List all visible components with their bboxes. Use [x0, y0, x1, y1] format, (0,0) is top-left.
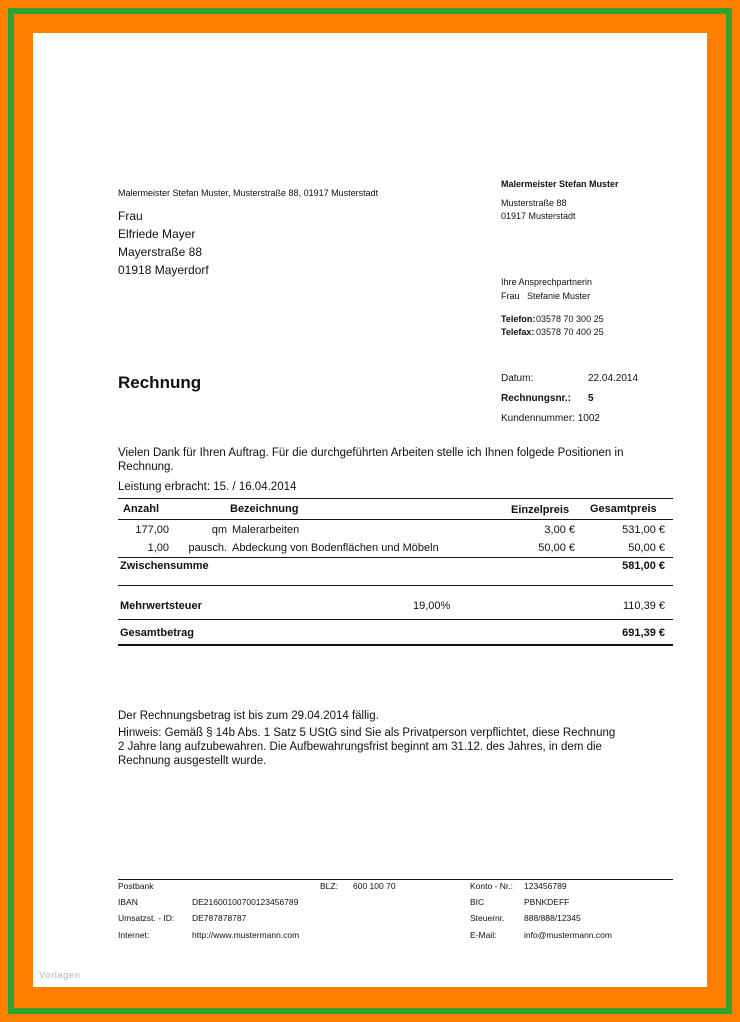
subtotal-value: 581,00 €: [622, 560, 665, 572]
row1-unit: qm: [211, 524, 227, 536]
customer-label: Kundennummer:: [501, 413, 575, 424]
footer-internet[interactable]: http://www.mustermann.com: [192, 930, 300, 940]
recipient-street: Mayerstraße 88: [118, 245, 203, 259]
company-name: Malermeister Stefan Muster: [501, 179, 619, 189]
hint-line: 2 Jahre lang aufzubewahren. Die Aufbewahrungsfrist beginnt am 31.12. des Jahres, in dem die: [118, 741, 602, 753]
company-address: [501, 178, 619, 223]
fax-value: 03578 70 400 25: [536, 327, 604, 337]
recipient-address: [118, 207, 209, 279]
vat-label: Mehrwertsteuer: [120, 600, 202, 612]
header-einzelpreis: Einzelpreis: [511, 504, 570, 516]
company-city: 01917 Musterstadt: [501, 211, 576, 221]
contact-name: Stefanie Muster: [527, 291, 591, 301]
recipient-name: Elfriede Mayer: [118, 227, 196, 241]
row1-unit-price: 3,00 €: [544, 524, 575, 536]
row2-unit: pausch.: [188, 542, 227, 554]
total-label: Gesamtbetrag: [120, 627, 194, 639]
row2-total: 50,00 €: [628, 542, 665, 554]
row2-unit-price: 50,00 €: [538, 542, 575, 554]
header-bezeichnung: Bezeichnung: [230, 503, 299, 515]
subtotal-bottom-rule: [118, 585, 673, 586]
footer-iban-label: IBAN: [118, 897, 138, 907]
vat-value: 110,39 €: [622, 600, 665, 612]
hint-line: Rechnung ausgestellt wurde.: [118, 755, 267, 767]
sender-return-line: Malermeister Stefan Muster, Musterstraße 88, 01917 Musterstadt: [118, 188, 379, 198]
footer-blz-label: BLZ:: [320, 881, 338, 891]
contact-person: [501, 275, 592, 303]
footer-internet-label: Internet:: [118, 930, 150, 940]
hint-line: Hinweis: Gemäß § 14b Abs. 1 Satz 5 UStG sind Sie als Privatperson verpflichtet, diese Rechnung: [118, 727, 616, 739]
fax-line: [501, 326, 604, 339]
contact-numbers: [501, 313, 604, 339]
legal-hint: [118, 726, 615, 768]
contact-label: Ihre Ansprechpartnerin: [501, 277, 593, 287]
recipient-city: 01918 Mayerdorf: [118, 263, 209, 277]
service-period: Leistung erbracht: 15. / 16.04.2014: [118, 481, 297, 493]
footer-iban: DE21600100700123456789: [192, 897, 299, 907]
table-top-rule: [118, 498, 673, 499]
footer-blz: 600 100 70: [353, 881, 396, 891]
footer-bic-label: BIC: [470, 897, 485, 907]
vat-bottom-rule: [118, 619, 673, 620]
recipient-salutation: Frau: [118, 209, 143, 223]
footer-email[interactable]: info@mustermann.com: [524, 930, 612, 940]
footer-bank: Postbank: [118, 881, 154, 891]
footer-rule: [118, 879, 673, 880]
due-date-text: Der Rechnungsbetrag ist bis zum 29.04.2014 fällig.: [118, 710, 379, 722]
row1-desc: Malerarbeiten: [232, 524, 300, 536]
table-header-rule: [118, 519, 673, 520]
footer-konto: 123456789: [524, 881, 567, 891]
invoice-title: Rechnung: [118, 373, 202, 392]
number-line: [501, 389, 638, 409]
footer-steuer: 888/888/12345: [524, 913, 581, 923]
fax-label: Telefax:: [501, 327, 535, 337]
row2-desc: Abdeckung von Bodenflächen und Möbeln: [232, 542, 439, 554]
contact-name-line: [501, 289, 592, 303]
row1-qty: 177,00: [135, 524, 169, 536]
footer-email-label: E-Mail:: [470, 930, 497, 940]
date-value: 22.04.2014: [588, 373, 639, 384]
watermark: Vorlagen: [39, 970, 81, 981]
customer-line: [501, 409, 638, 429]
row1-total: 531,00 €: [622, 524, 665, 536]
company-street: Musterstraße 88: [501, 198, 567, 208]
phone-label: Telefon:: [501, 314, 536, 324]
header-anzahl: Anzahl: [123, 503, 160, 515]
number-value: 5: [588, 393, 594, 404]
total-bottom-rule: [118, 644, 673, 646]
footer-konto-label: Konto - Nr.:: [470, 881, 513, 891]
phone-line: [501, 313, 604, 326]
number-label: Rechnungsnr.:: [501, 393, 572, 404]
date-label: Datum:: [501, 373, 534, 384]
subtotal-top-rule: [118, 557, 673, 558]
vat-rate: 19,00%: [413, 600, 451, 612]
row2-qty: 1,00: [147, 542, 169, 554]
header-gesamtpreis: Gesamtpreis: [590, 503, 657, 515]
footer-ust-label: Umsatzst. - ID:: [118, 913, 175, 923]
footer-steuer-label: Steuernr.: [470, 913, 505, 923]
footer-bic: PBNKDEFF: [524, 897, 570, 907]
subtotal-label: Zwischensumme: [120, 560, 209, 572]
date-line: [501, 369, 638, 389]
customer-value: 1002: [577, 413, 600, 424]
invoice-page: [33, 33, 707, 987]
invoice-meta: [501, 369, 638, 429]
contact-salutation: Frau: [501, 291, 520, 301]
footer-ust: DE787878787: [192, 913, 247, 923]
phone-value: 03578 70 300 25: [536, 314, 604, 324]
intro-text: Vielen Dank für Ihren Auftrag. Für die durchgeführten Arbeiten stelle ich Ihnen folgede Positionen in Rechnung.: [118, 447, 624, 473]
total-value: 691,39 €: [622, 627, 665, 639]
